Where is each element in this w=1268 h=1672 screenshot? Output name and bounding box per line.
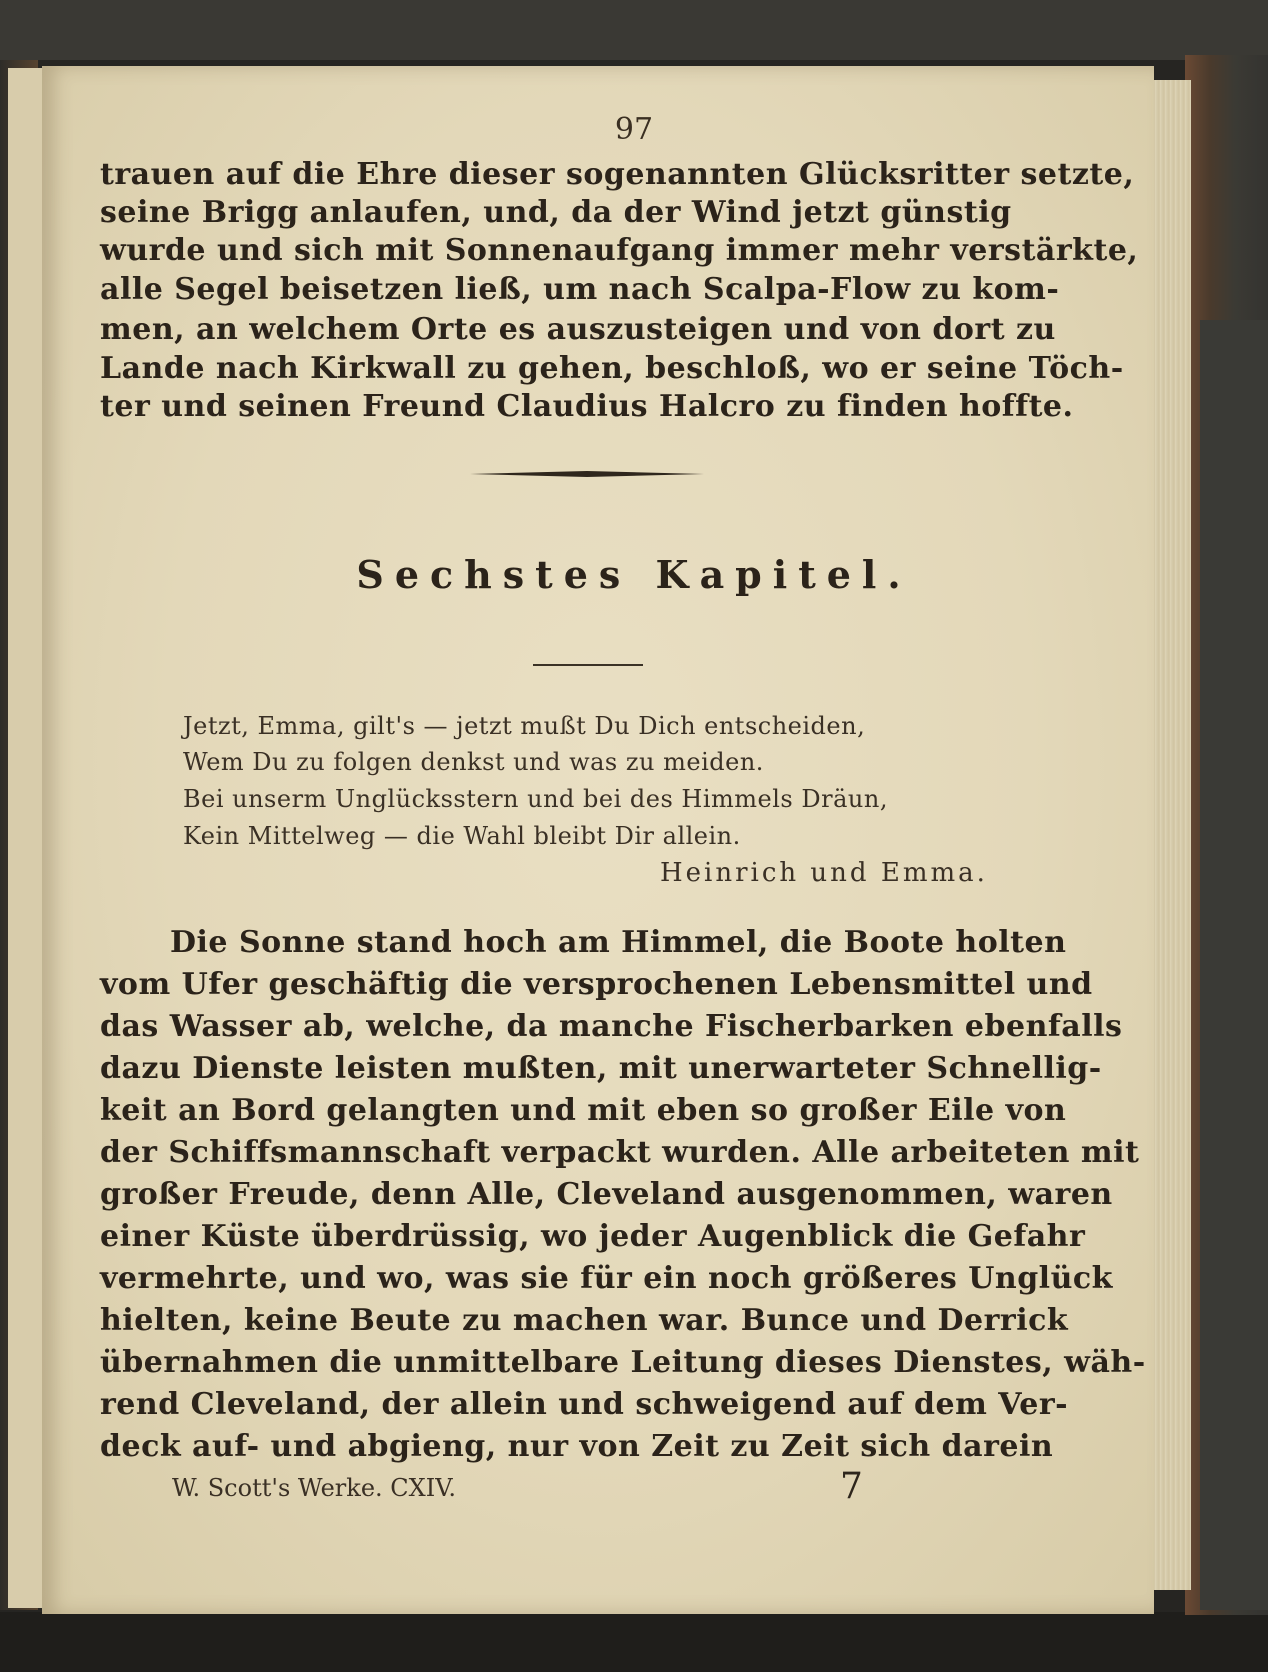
chapter-title-rule [533,664,643,666]
text-line: hielten, keine Beute zu machen war. Bunce und Derrick [100,1303,1069,1338]
text-line: seine Brigg anlaufen, und, da der Wind jetzt günstig [100,195,1012,230]
verse-line: Jetzt, Emma, gilt's — jetzt mußt Du Dich entscheiden, [183,712,866,740]
book-cover-right-board [1200,320,1268,1610]
verse-line: Wem Du zu folgen denkst und was zu meiden. [183,748,764,776]
text-line: vom Ufer geschäftig die versprochenen Lebensmittel und [100,967,1093,1002]
text-line: großer Freude, denn Alle, Cleveland ausgenommen, waren [100,1177,1113,1212]
verse-attribution: Heinrich und Emma. [660,858,988,888]
text-line: das Wasser ab, welche, da manche Fischerbarken ebenfalls [100,1009,1123,1044]
section-divider-ornament [470,470,704,478]
text-line: dazu Dienste leisten mußten, mit unerwarteter Schnellig- [100,1051,1102,1086]
text-line: vermehrte, und wo, was sie für ein noch größeres Unglück [100,1261,1113,1296]
text-line: Lande nach Kirkwall zu gehen, beschloß, wo er seine Töch- [100,351,1124,386]
text-line: einer Küste überdrüssig, wo jeder Augenblick die Gefahr [100,1219,1086,1254]
chapter-title: Sechstes Kapitel. [356,552,912,597]
text-line: deck auf- und abgieng, nur von Zeit zu Zeit sich darein [100,1429,1054,1464]
text-line: wurde und sich mit Sonnenaufgang immer mehr verstärkte, [100,233,1139,268]
text-line: ter und seinen Freund Claudius Halcro zu finden hoffte. [100,389,1074,424]
footer-signature: W. Scott's Werke. CXIV. [172,1474,456,1502]
text-line: übernahmen die unmittelbare Leitung dieses Dienstes, wäh- [100,1345,1146,1380]
scanner-top-edge [0,0,1268,60]
text-line: alle Segel beisetzen ließ, um nach Scalpa-Flow zu kom- [100,272,1060,307]
text-line: trauen auf die Ehre dieser sogenannten Glücksritter setzte, [100,157,1135,192]
footer-sheet-number: 7 [840,1466,863,1507]
verse-line: Kein Mittelweg — die Wahl bleibt Dir allein. [183,822,741,850]
text-line: Die Sonne stand hoch am Himmel, die Boote holten [170,925,1067,960]
left-page-edge [8,68,44,1608]
page-stack-edges [1150,80,1191,1590]
text-line: rend Cleveland, der allein und schweigend auf dem Ver- [100,1387,1069,1422]
text-line: der Schiffsmannschaft verpackt wurden. Alle arbeiteten mit [100,1135,1140,1170]
verse-line: Bei unserm Unglücksstern und bei des Himmels Dräun, [183,785,888,813]
text-line: keit an Bord gelangten und mit eben so großer Eile von [100,1093,1067,1128]
scanner-bottom-edge [0,1612,1268,1672]
page-number: 97 [614,112,654,147]
text-line: men, an welchem Orte es auszusteigen und von dort zu [100,312,1056,347]
